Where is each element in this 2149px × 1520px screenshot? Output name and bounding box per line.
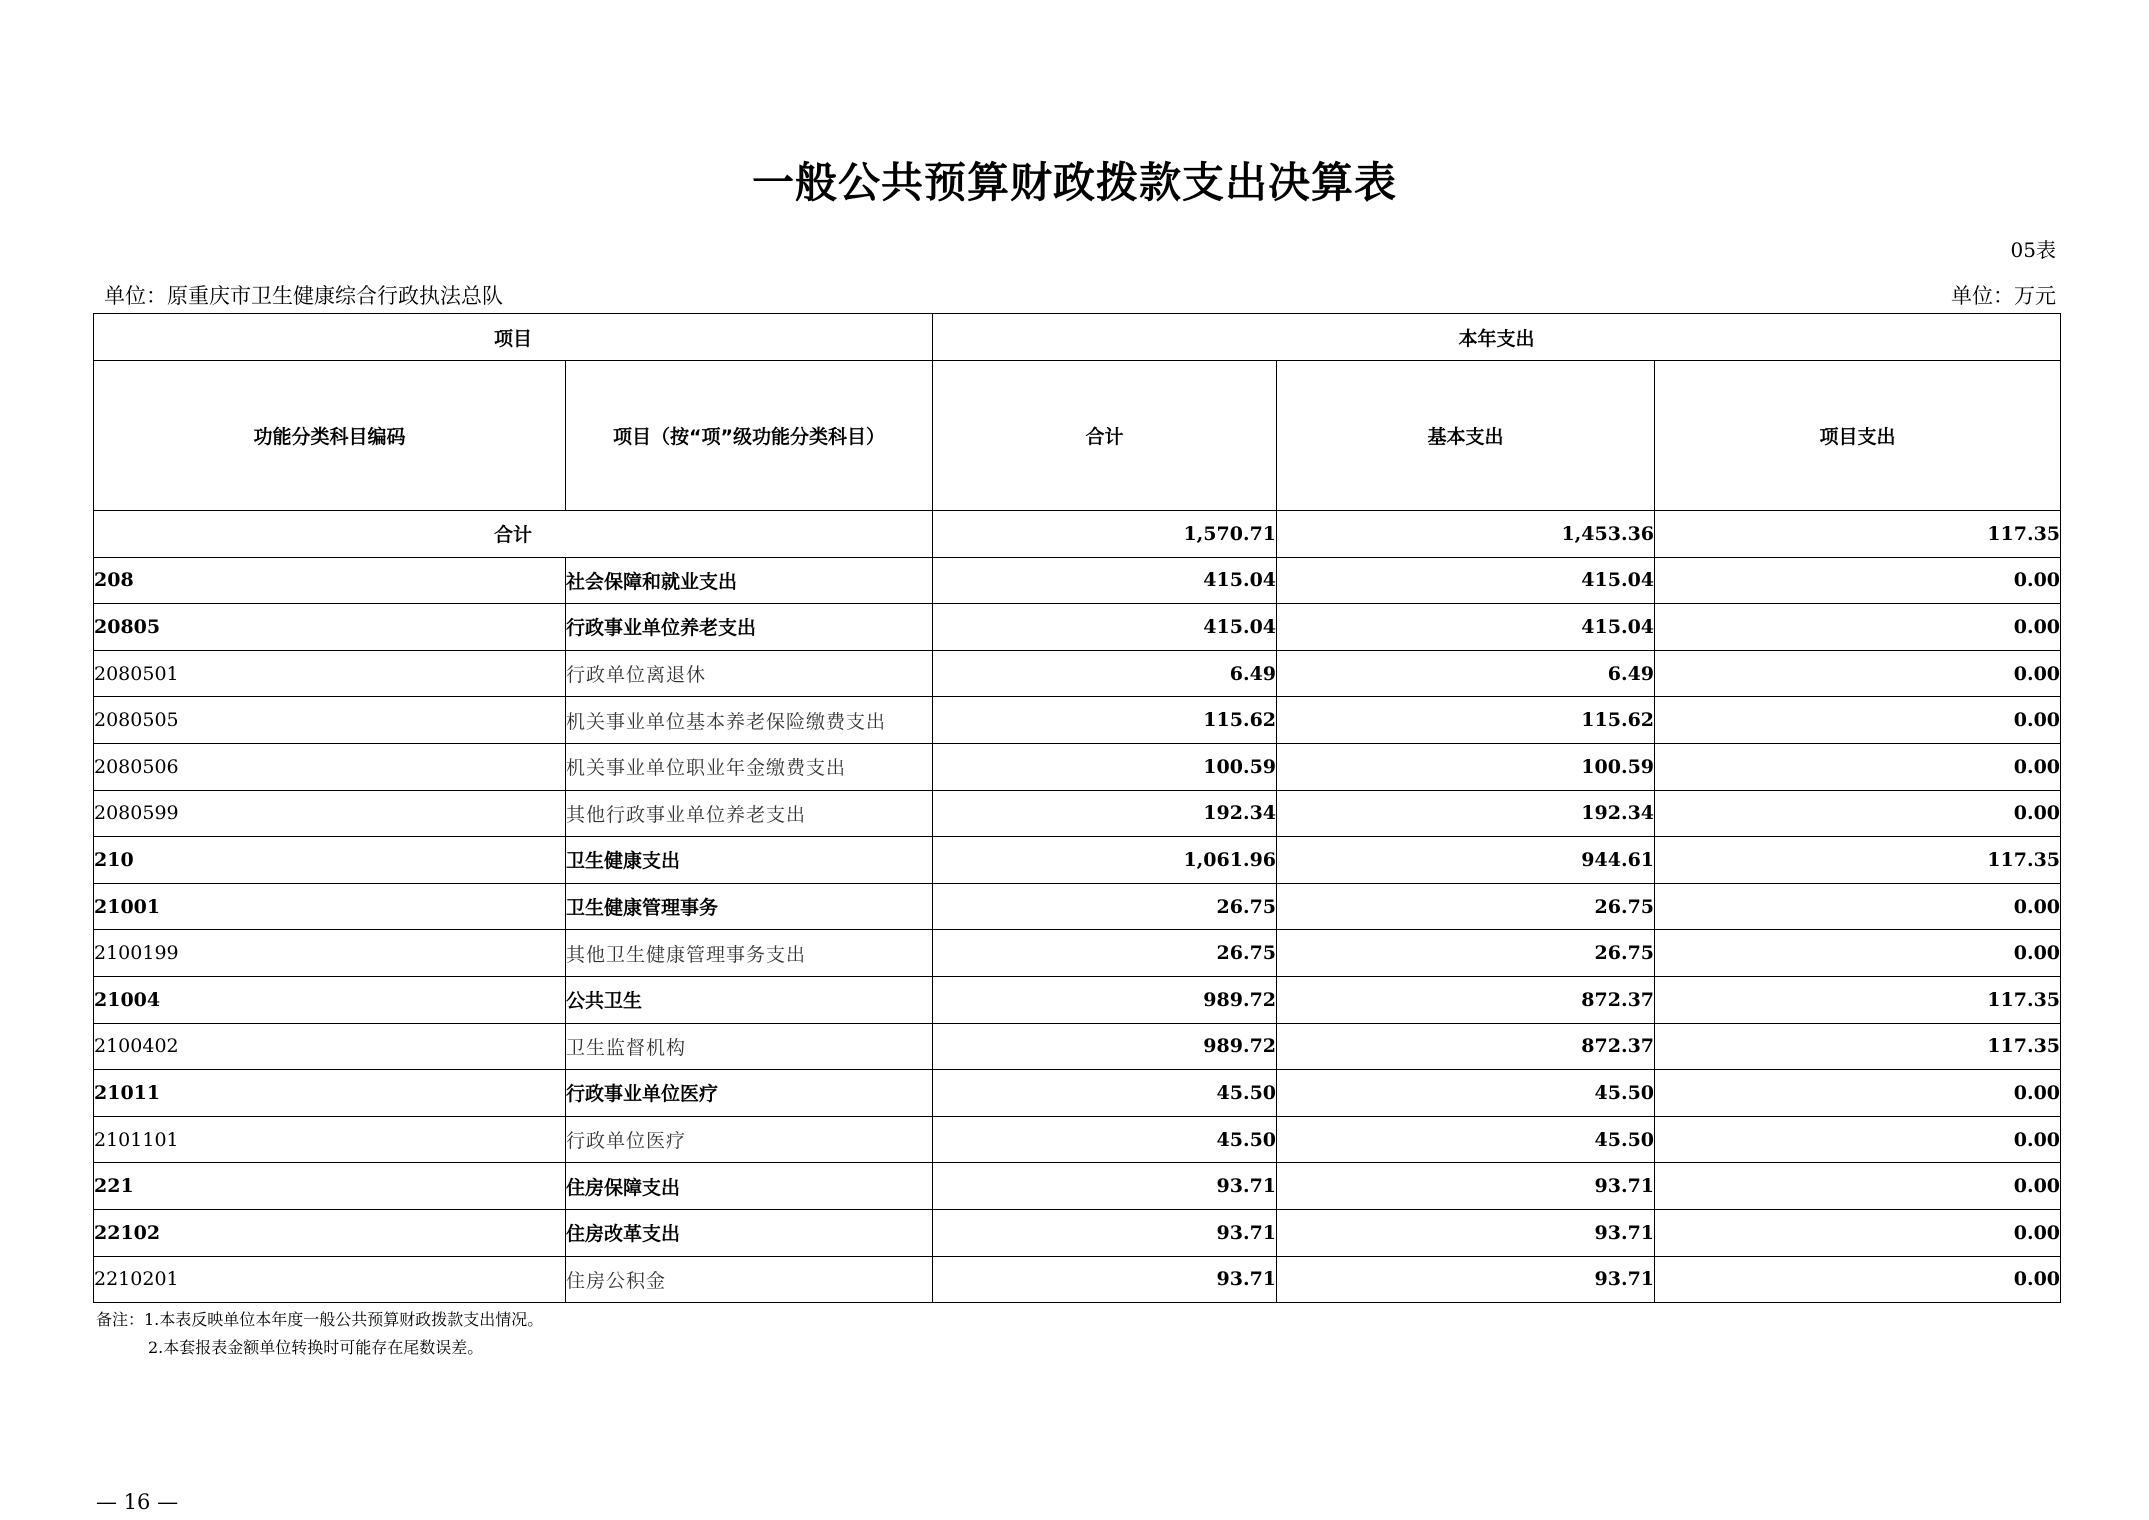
row-name: 社会保障和就业支出: [566, 557, 933, 604]
row-total: 45.50: [933, 1116, 1277, 1163]
row-total: 415.04: [933, 604, 1277, 651]
row-project: 0.00: [1655, 697, 2061, 744]
total-project: 117.35: [1655, 511, 2061, 558]
row-project: 0.00: [1655, 1256, 2061, 1303]
table-row: [94, 604, 2061, 651]
row-name: 行政事业单位医疗: [566, 1070, 933, 1117]
row-total: 100.59: [933, 743, 1277, 790]
row-code: 221: [94, 1163, 566, 1210]
row-code: 21004: [94, 976, 566, 1023]
total-amount: 1,570.71: [933, 511, 1277, 558]
table-row: [94, 1116, 2061, 1163]
row-code: 210: [94, 837, 566, 884]
row-total: 989.72: [933, 1023, 1277, 1070]
row-total: 93.71: [933, 1256, 1277, 1303]
row-code: 20805: [94, 604, 566, 651]
row-basic: 415.04: [1277, 604, 1655, 651]
table-row: [94, 930, 2061, 977]
row-total: 26.75: [933, 930, 1277, 977]
row-basic: 872.37: [1277, 1023, 1655, 1070]
row-project: 0.00: [1655, 557, 2061, 604]
form-number: 05表: [2010, 238, 2056, 262]
note-line-1: 备注：1.本表反映单位本年度一般公共预算财政拨款支出情况。: [96, 1310, 544, 1329]
table-row: [94, 1070, 2061, 1117]
total-label: 合计: [94, 511, 933, 558]
row-name: 住房改革支出: [566, 1209, 933, 1256]
table-row: [94, 837, 2061, 884]
row-basic: 93.71: [1277, 1256, 1655, 1303]
unit-currency: 单位：万元: [1951, 284, 2056, 308]
table-row: [94, 976, 2061, 1023]
unit-organization: 单位：原重庆市卫生健康综合行政执法总队: [104, 284, 503, 308]
row-code: 21001: [94, 883, 566, 930]
table-row: [94, 883, 2061, 930]
row-name: 公共卫生: [566, 976, 933, 1023]
row-name: 卫生健康管理事务: [566, 883, 933, 930]
row-total: 192.34: [933, 790, 1277, 837]
table-row: [94, 697, 2061, 744]
header-current-year: 本年支出: [933, 314, 2061, 361]
row-code: 208: [94, 557, 566, 604]
row-name: 住房公积金: [566, 1256, 933, 1303]
row-total: 6.49: [933, 650, 1277, 697]
table-row: [94, 1163, 2061, 1210]
header-project: 项目: [94, 314, 933, 361]
notes: [96, 1306, 543, 1362]
row-code: 2100199: [94, 930, 566, 977]
row-project: 117.35: [1655, 1023, 2061, 1070]
row-project: 0.00: [1655, 930, 2061, 977]
table-row: [94, 790, 2061, 837]
row-code: 2080501: [94, 650, 566, 697]
row-basic: 26.75: [1277, 930, 1655, 977]
row-basic: 93.71: [1277, 1209, 1655, 1256]
row-project: 0.00: [1655, 1163, 2061, 1210]
header-name: 项目（按“项”级功能分类科目）: [566, 361, 933, 511]
row-project: 0.00: [1655, 790, 2061, 837]
row-project: 117.35: [1655, 837, 2061, 884]
row-project: 0.00: [1655, 650, 2061, 697]
header-project-exp: 项目支出: [1655, 361, 2061, 511]
row-basic: 26.75: [1277, 883, 1655, 930]
page-title: 一般公共预算财政拨款支出决算表: [751, 158, 1397, 207]
row-name: 机关事业单位基本养老保险缴费支出: [566, 697, 933, 744]
row-total: 1,061.96: [933, 837, 1277, 884]
header-basic: 基本支出: [1277, 361, 1655, 511]
row-name: 行政单位医疗: [566, 1116, 933, 1163]
row-project: 0.00: [1655, 883, 2061, 930]
table-row: [94, 650, 2061, 697]
row-name: 行政事业单位养老支出: [566, 604, 933, 651]
row-basic: 115.62: [1277, 697, 1655, 744]
table-row: [94, 1209, 2061, 1256]
row-code: 2100402: [94, 1023, 566, 1070]
header-total: 合计: [933, 361, 1277, 511]
row-project: 0.00: [1655, 743, 2061, 790]
row-basic: 45.50: [1277, 1070, 1655, 1117]
row-project: 0.00: [1655, 1209, 2061, 1256]
row-total: 93.71: [933, 1209, 1277, 1256]
row-name: 住房保障支出: [566, 1163, 933, 1210]
row-code: 2080506: [94, 743, 566, 790]
row-name: 卫生监督机构: [566, 1023, 933, 1070]
row-total: 93.71: [933, 1163, 1277, 1210]
row-project: 0.00: [1655, 604, 2061, 651]
row-name: 卫生健康支出: [566, 837, 933, 884]
row-basic: 944.61: [1277, 837, 1655, 884]
table-row: [94, 1256, 2061, 1303]
table-row: [94, 1023, 2061, 1070]
row-total: 115.62: [933, 697, 1277, 744]
total-row: [94, 511, 2061, 558]
row-project: 117.35: [1655, 976, 2061, 1023]
row-name: 其他卫生健康管理事务支出: [566, 930, 933, 977]
row-total: 45.50: [933, 1070, 1277, 1117]
row-code: 2101101: [94, 1116, 566, 1163]
expenditure-table: [93, 313, 2061, 1303]
page-number: — 16 —: [96, 1490, 179, 1514]
row-basic: 192.34: [1277, 790, 1655, 837]
row-total: 415.04: [933, 557, 1277, 604]
row-code: 22102: [94, 1209, 566, 1256]
row-total: 989.72: [933, 976, 1277, 1023]
row-basic: 45.50: [1277, 1116, 1655, 1163]
table-row: [94, 743, 2061, 790]
row-project: 0.00: [1655, 1070, 2061, 1117]
row-name: 行政单位离退休: [566, 650, 933, 697]
header-code: 功能分类科目编码: [94, 361, 566, 511]
total-basic: 1,453.36: [1277, 511, 1655, 558]
row-name: 机关事业单位职业年金缴费支出: [566, 743, 933, 790]
row-basic: 100.59: [1277, 743, 1655, 790]
row-basic: 93.71: [1277, 1163, 1655, 1210]
row-basic: 872.37: [1277, 976, 1655, 1023]
row-basic: 6.49: [1277, 650, 1655, 697]
row-total: 26.75: [933, 883, 1277, 930]
row-code: 2080599: [94, 790, 566, 837]
note-line-2: 2.本套报表金额单位转换时可能存在尾数误差。: [148, 1338, 484, 1357]
row-code: 2080505: [94, 697, 566, 744]
table-row: [94, 557, 2061, 604]
row-code: 2210201: [94, 1256, 566, 1303]
row-name: 其他行政事业单位养老支出: [566, 790, 933, 837]
row-code: 21011: [94, 1070, 566, 1117]
row-basic: 415.04: [1277, 557, 1655, 604]
row-project: 0.00: [1655, 1116, 2061, 1163]
